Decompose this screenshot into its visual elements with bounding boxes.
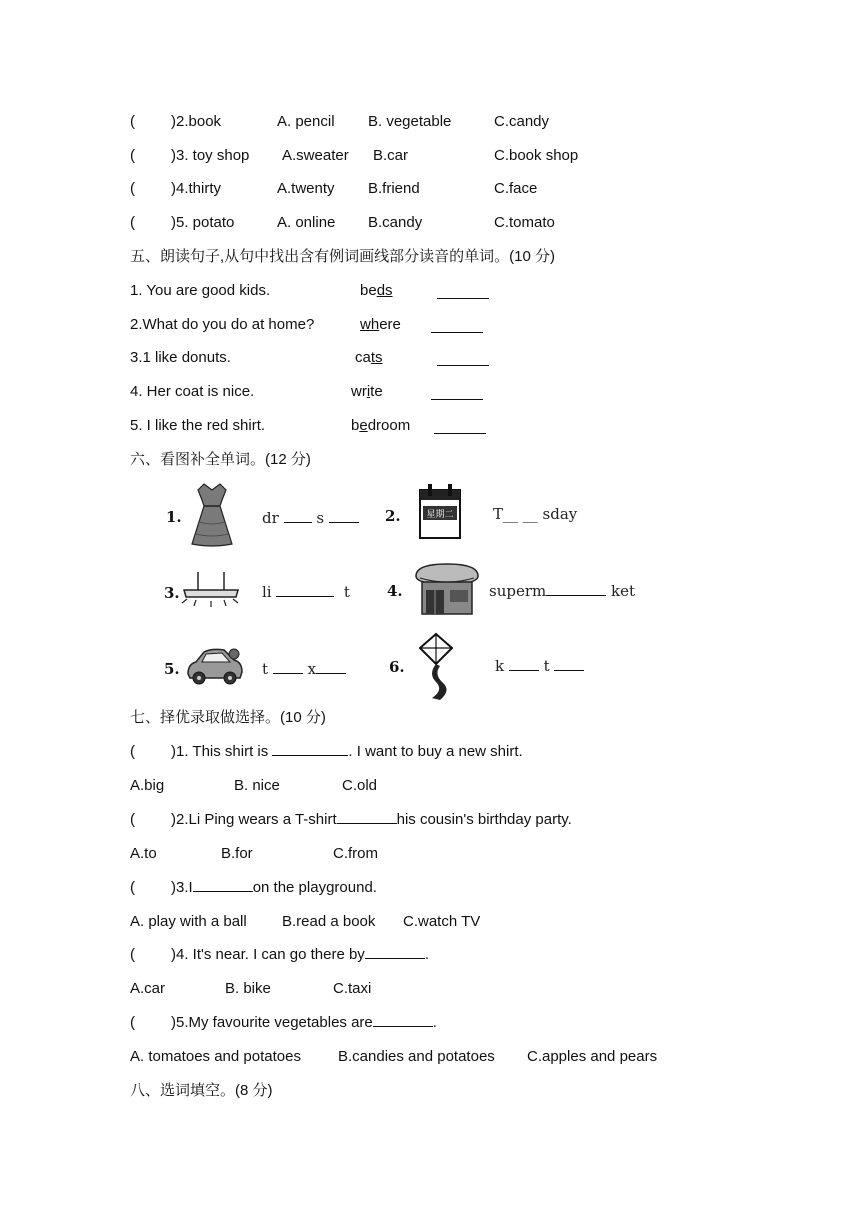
section-6-title: 六、看图补全单词。(12 分): [130, 451, 311, 468]
svg-text:星期二: 星期二: [426, 510, 454, 520]
letter-blank[interactable]: [284, 508, 312, 523]
option-c: C.old: [342, 777, 378, 794]
question-word: )4.thirty: [171, 180, 222, 197]
dress-icon: [186, 482, 238, 548]
letter-blank[interactable]: [509, 656, 539, 671]
letter-blank[interactable]: [546, 581, 606, 596]
option-b: B.read a book: [282, 913, 376, 930]
answer-paren[interactable]: (: [130, 113, 135, 130]
option-b: B. nice: [234, 777, 280, 794]
answer-blank[interactable]: [365, 944, 425, 959]
answer-blank[interactable]: [434, 419, 486, 434]
answer-paren[interactable]: (: [130, 1014, 135, 1031]
example-word: where: [360, 316, 401, 333]
question-text: )1. This shirt is . I want to buy a new shirt.: [171, 743, 523, 760]
question-text: )4. It's near. I can go there by .: [171, 946, 429, 963]
option-c: C.taxi: [333, 980, 372, 997]
option-b: B.car: [373, 147, 409, 164]
supermarket-icon: [412, 560, 482, 618]
word-puzzle: T__ __ sday: [493, 505, 578, 523]
option-a: A.big: [130, 777, 165, 794]
option-a: A.to: [130, 845, 157, 862]
option-b: B.candy: [368, 214, 423, 231]
question-word: )2.book: [171, 113, 222, 130]
option-c: C.apples and pears: [527, 1048, 658, 1065]
sentence: 5. I like the red shirt.: [130, 417, 266, 434]
item-number: 4.: [387, 582, 403, 600]
option-a: A. play with a ball: [130, 913, 247, 930]
item-number: 6.: [389, 658, 405, 676]
answer-blank[interactable]: [437, 284, 489, 299]
calendar-icon: [418, 482, 462, 540]
answer-paren[interactable]: (: [130, 879, 135, 896]
answer-blank[interactable]: [431, 385, 483, 400]
sentence: 1. You are good kids.: [130, 282, 271, 299]
letter-blank[interactable]: [276, 582, 334, 597]
answer-blank[interactable]: [373, 1012, 433, 1027]
item-number: 3.: [164, 584, 180, 602]
answer-paren[interactable]: (: [130, 811, 135, 828]
option-a: A.twenty: [277, 180, 335, 197]
option-b: B.friend: [368, 180, 420, 197]
word-puzzle: t x: [262, 659, 346, 678]
answer-blank[interactable]: [193, 877, 253, 892]
item-number: 5.: [164, 660, 180, 678]
letter-blank[interactable]: [273, 659, 303, 674]
answer-paren[interactable]: (: [130, 180, 135, 197]
sentence: 2.What do you do at home?: [130, 316, 315, 333]
option-a: A. online: [277, 214, 336, 231]
question-text: )3.I on the playground.: [171, 879, 377, 896]
answer-paren[interactable]: (: [130, 743, 135, 760]
ceiling-light-icon: [180, 570, 242, 610]
example-word: cats: [355, 349, 383, 366]
option-c: C.tomato: [494, 214, 555, 231]
option-c: C.watch TV: [403, 913, 481, 930]
kite-icon: [414, 632, 462, 704]
option-a: A. pencil: [277, 113, 335, 130]
option-b: B. vegetable: [368, 113, 452, 130]
letter-blank[interactable]: [329, 508, 359, 523]
option-c: C.from: [333, 845, 378, 862]
letter-blank[interactable]: [554, 656, 584, 671]
word-puzzle: li t: [262, 583, 350, 601]
question-word: )5. potato: [171, 214, 235, 231]
section-5-title: 五、朗读句子,从句中找出含有例词画线部分读音的单词。(10 分): [130, 248, 556, 265]
word-puzzle: dr s: [262, 508, 359, 527]
example-word: write: [351, 383, 383, 400]
item-number: 2.: [385, 507, 401, 525]
question-word: )3. toy shop: [171, 147, 250, 164]
answer-blank[interactable]: [431, 318, 483, 333]
item-number: 1.: [166, 508, 182, 526]
option-b: B.candies and potatoes: [338, 1048, 495, 1065]
option-b: B.for: [221, 845, 253, 862]
option-b: B. bike: [225, 980, 271, 997]
answer-paren[interactable]: (: [130, 147, 135, 164]
sentence: 3.1 like donuts.: [130, 349, 231, 366]
option-a: A. tomatoes and potatoes: [130, 1048, 301, 1065]
sentence: 4. Her coat is nice.: [130, 383, 255, 400]
example-word: beds: [360, 282, 393, 299]
option-c: C.book shop: [494, 147, 579, 164]
letter-blank[interactable]: [316, 659, 346, 674]
answer-paren[interactable]: (: [130, 214, 135, 231]
word-puzzle: superm ket: [489, 582, 635, 600]
section-8-title: 八、选词填空。(8 分): [130, 1082, 273, 1099]
option-a: A.sweater: [282, 147, 349, 164]
taxi-icon: [184, 644, 246, 688]
word-puzzle: k t: [495, 656, 584, 675]
answer-blank[interactable]: [272, 741, 348, 756]
option-c: C.face: [494, 180, 538, 197]
section-7-title: 七、择优录取做选择。(10 分): [130, 709, 326, 726]
example-word: bedroom: [351, 417, 411, 434]
question-text: )5.My favourite vegetables are .: [171, 1014, 437, 1031]
answer-paren[interactable]: (: [130, 946, 135, 963]
option-c: C.candy: [494, 113, 550, 130]
question-text: )2.Li Ping wears a T-shirt his cousin's birthday party.: [171, 811, 572, 828]
answer-blank[interactable]: [437, 351, 489, 366]
option-a: A.car: [130, 980, 166, 997]
answer-blank[interactable]: [337, 809, 397, 824]
